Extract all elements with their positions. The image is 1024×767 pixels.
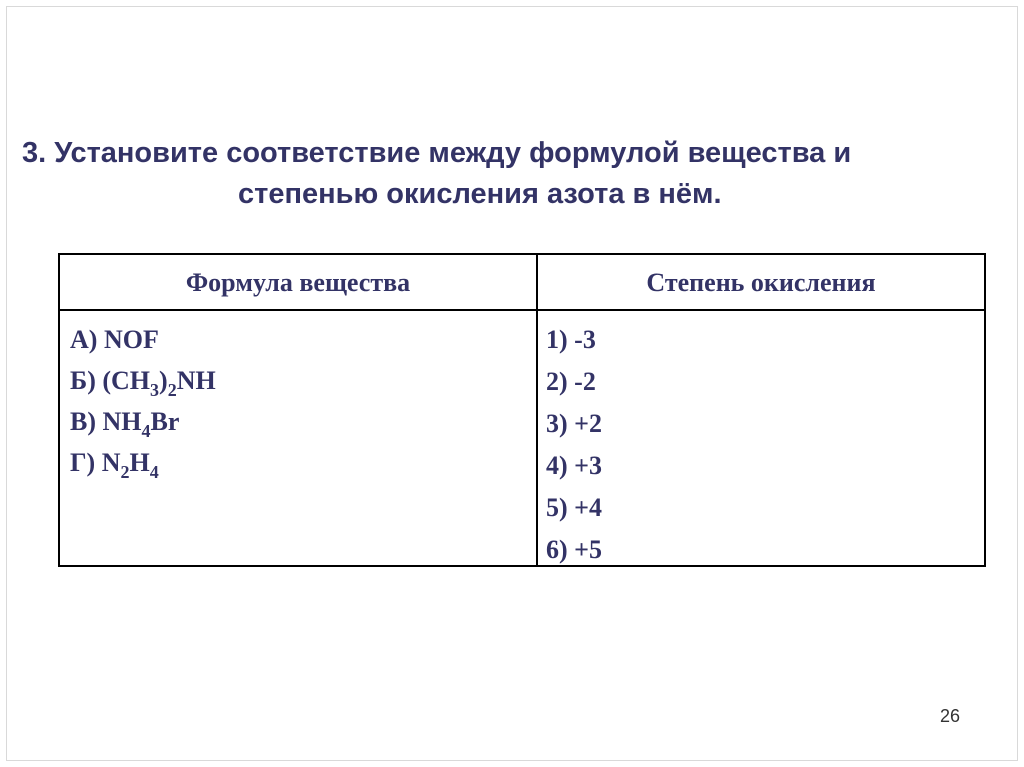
formula-label: Г): [70, 448, 102, 477]
formula-subscript: 4: [149, 462, 159, 482]
formula-subscript: 2: [120, 462, 130, 482]
formula-text: H: [129, 448, 150, 477]
question-title-line-2: степенью окисления азота в нём.: [238, 178, 722, 210]
formula-text: (CH: [102, 366, 151, 395]
matching-table: [58, 253, 986, 567]
formula-text: NOF: [103, 325, 159, 354]
oxidation-state-item: 4) +3: [546, 451, 602, 480]
formula-text: NH: [176, 366, 216, 395]
page-number: 26: [939, 706, 961, 726]
formula-item-g: [70, 442, 216, 483]
header-oxidation-state: Степень окисления: [646, 268, 876, 297]
oxidation-state-item: 6) +5: [546, 535, 602, 564]
oxidation-state-item: 1) -3: [546, 325, 596, 354]
formula-subscript: 2: [167, 380, 177, 400]
formula-text: Br: [150, 407, 180, 436]
question-title-line-1: 3. Установите соответствие между формулой вещества и: [22, 137, 852, 169]
formula-item-b: [70, 360, 216, 401]
oxidation-state-item: 5) +4: [546, 493, 602, 522]
formula-text: N: [101, 448, 121, 477]
oxidation-state-item: 2) -2: [546, 367, 596, 396]
formula-subscript: 3: [150, 380, 160, 400]
formula-item-v: [70, 401, 216, 442]
header-formula: Формула вещества: [185, 268, 411, 297]
table-column-divider: [536, 255, 538, 565]
oxidation-state-list: [546, 319, 602, 571]
formula-label: А): [70, 325, 104, 354]
formula-subscript: 4: [141, 421, 151, 441]
formula-item-a: [70, 319, 216, 360]
formula-label: В): [70, 407, 103, 436]
oxidation-state-item: 3) +2: [546, 409, 602, 438]
formula-label: Б): [70, 366, 103, 395]
formula-list: [70, 319, 216, 483]
formula-text: ): [159, 366, 168, 395]
formula-text: NH: [102, 407, 142, 436]
table-header-divider: [60, 309, 984, 311]
